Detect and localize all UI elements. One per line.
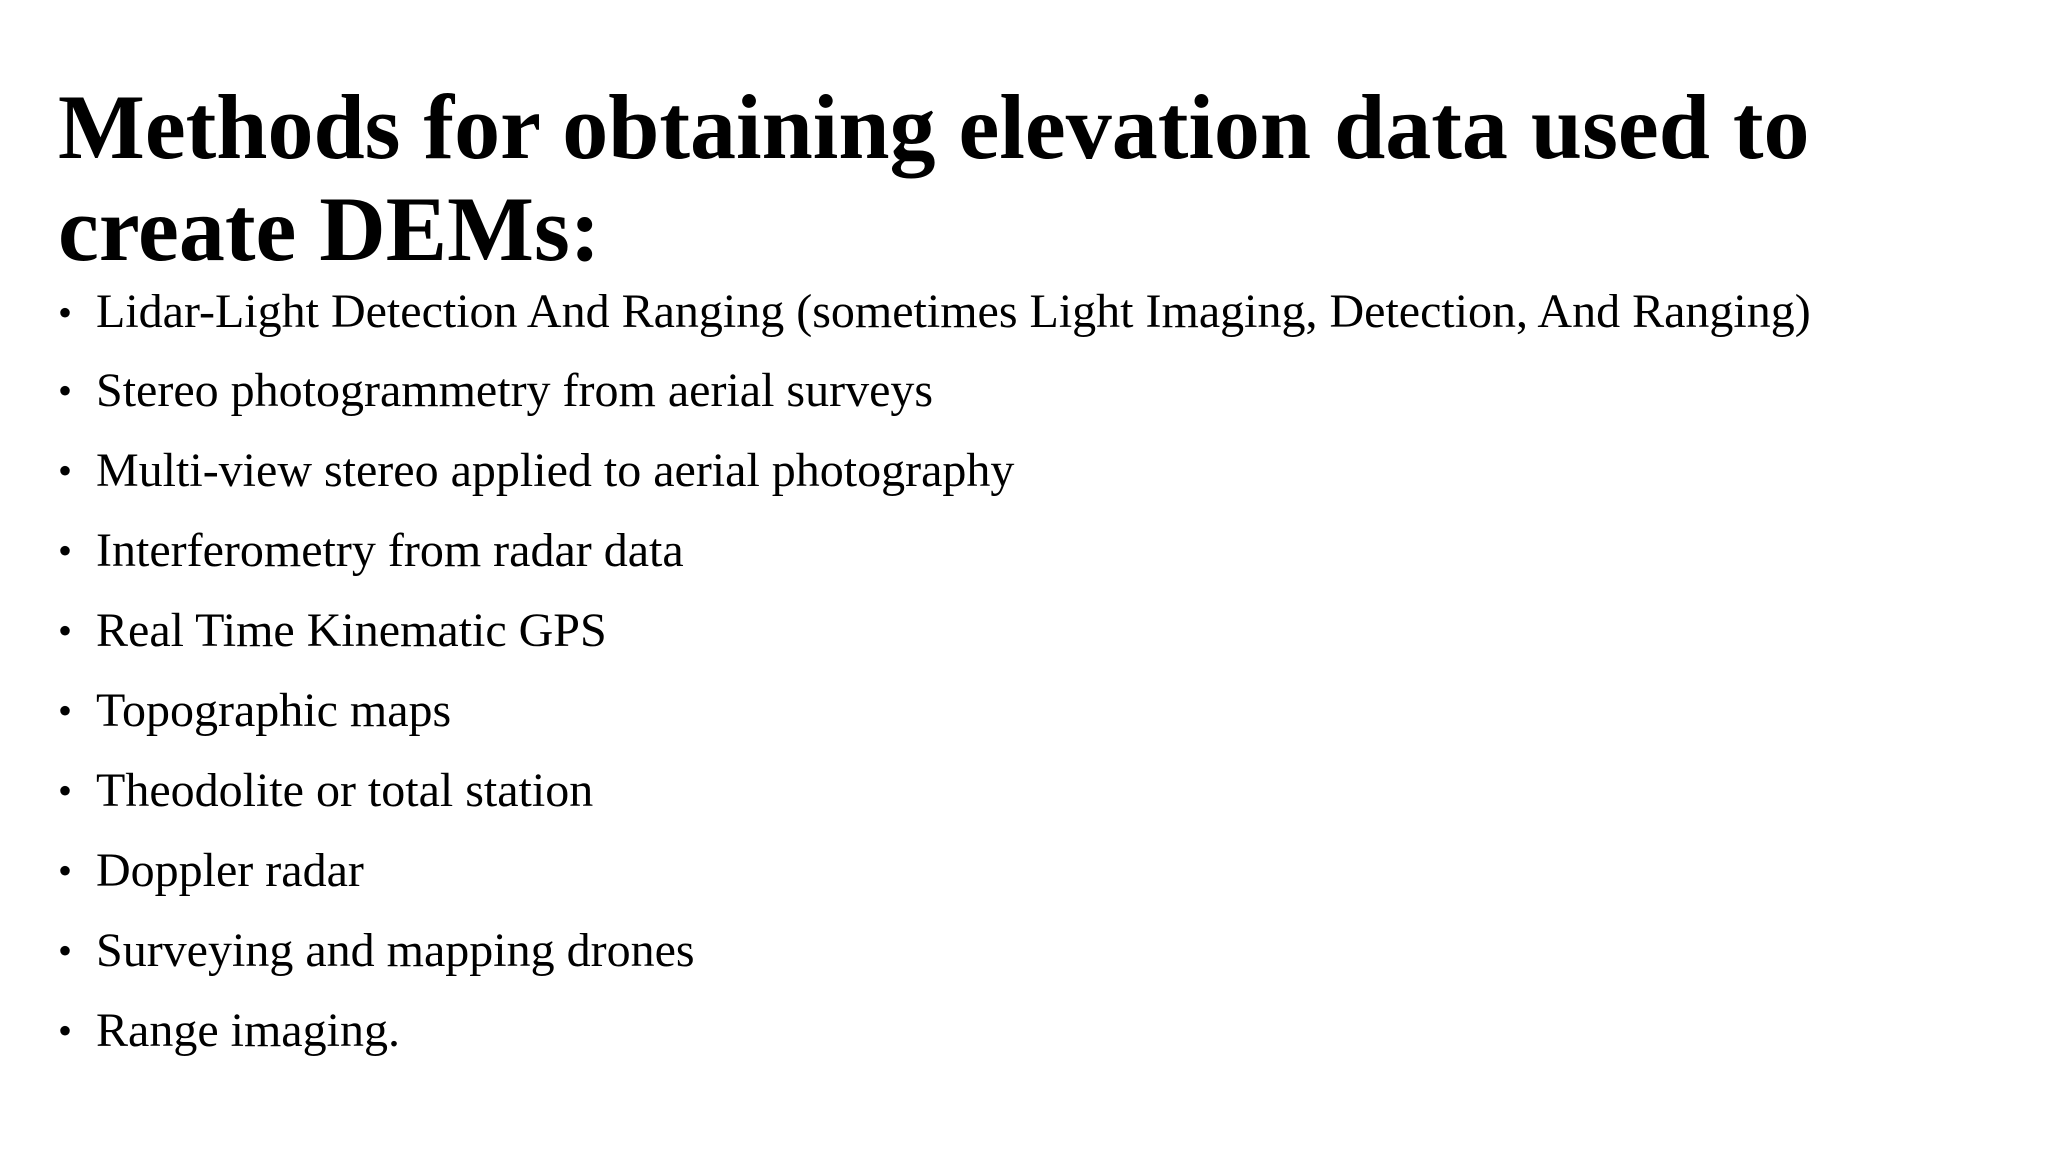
bullet-icon: • xyxy=(58,1008,73,1053)
bullet-icon: • xyxy=(58,368,73,413)
list-item xyxy=(58,522,1938,579)
list-item-text: Topographic maps xyxy=(96,684,452,737)
bullet-icon: • xyxy=(58,608,73,653)
bullet-icon: • xyxy=(58,768,73,813)
list-item xyxy=(58,602,1938,659)
bullet-list xyxy=(58,284,1938,1082)
list-item-text: Lidar-Light Detection And Ranging (sometimes Light Imaging, Detection, And Ranging) xyxy=(96,285,1811,338)
list-item xyxy=(58,762,1938,819)
list-item-text: Doppler radar xyxy=(96,844,364,897)
list-item-text: Surveying and mapping drones xyxy=(96,924,695,977)
list-item xyxy=(58,842,1938,899)
list-item xyxy=(58,362,1938,419)
list-item xyxy=(58,1002,1938,1059)
list-item xyxy=(58,284,1938,339)
list-item-text: Real Time Kinematic GPS xyxy=(96,604,607,657)
list-item xyxy=(58,442,1938,499)
list-item-text: Range imaging. xyxy=(96,1004,400,1057)
bullet-icon: • xyxy=(58,928,73,973)
bullet-icon: • xyxy=(58,290,73,335)
bullet-icon: • xyxy=(58,448,73,493)
bullet-icon: • xyxy=(58,688,73,733)
list-item-text: Theodolite or total station xyxy=(96,764,594,817)
bullet-icon: • xyxy=(58,528,73,573)
slide-title: Methods for obtaining elevation data used to create DEMs: xyxy=(58,76,1810,280)
list-item xyxy=(58,682,1938,739)
list-item-text: Interferometry from radar data xyxy=(96,524,684,577)
list-item-text: Stereo photogrammetry from aerial surveys xyxy=(96,364,934,417)
list-item-text: Multi-view stereo applied to aerial photography xyxy=(96,444,1015,497)
bullet-icon: • xyxy=(58,848,73,893)
list-item xyxy=(58,922,1938,979)
